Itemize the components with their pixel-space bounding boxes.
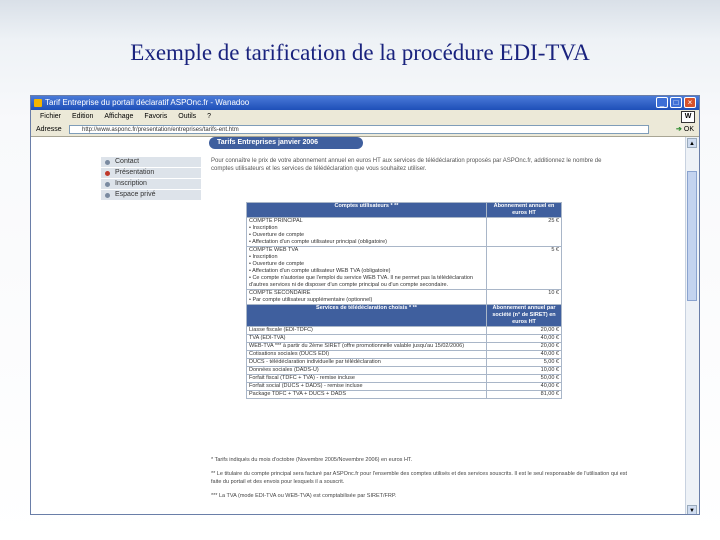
- intro-text: Pour connaître le prix de votre abonnement annuel en euros HT aux services de télédéclaration proposés par ASPOnc.fr, additionnez le nombre de comptes utilisateurs et les services de télédéclaration que vous souhaitez utiliser.: [211, 158, 602, 172]
- row-value: 5 €: [487, 247, 562, 290]
- row-text: COMPTE SECONDAIRE • Par compte utilisateur supplémentaire (optionnel): [247, 290, 487, 305]
- menu-tools[interactable]: Outils: [178, 113, 197, 120]
- table-row: [247, 383, 562, 391]
- row-value: 5,00 €: [487, 359, 562, 367]
- window-titlebar: [31, 96, 699, 110]
- vertical-scrollbar[interactable]: [685, 137, 699, 515]
- table-row: [247, 359, 562, 367]
- table-row: [247, 335, 562, 343]
- row-text: Package TDFC + TVA + DUCS + DADS: [247, 391, 487, 399]
- table-header-row: [247, 203, 562, 218]
- footnotes: [211, 456, 631, 506]
- footnote: *** La TVA (mode EDI-TVA ou WEB-TVA) est comptabilisée par SIRET/FRP.: [211, 493, 397, 499]
- scroll-thumb[interactable]: [687, 171, 697, 301]
- table-row: [247, 367, 562, 375]
- table-row: [247, 343, 562, 351]
- row-value: 40,00 €: [487, 351, 562, 359]
- nav-inscription[interactable]: Inscription: [101, 179, 201, 190]
- ie-icon: [34, 99, 42, 107]
- row-value: 20,00 €: [487, 327, 562, 335]
- row-value: 40,00 €: [487, 383, 562, 391]
- table-row: [247, 247, 562, 290]
- nav-contact[interactable]: Contact: [101, 157, 201, 168]
- header-annual-fee-siret: Abonnement annuel par société (n° de SIRET) en euros HT: [487, 305, 562, 327]
- menu-view[interactable]: Affichage: [104, 113, 134, 120]
- row-text: WEB-TVA *** à partir du 2ème SIRET (offre promotionnelle valable jusqu'au 15/02/2006): [247, 343, 487, 351]
- address-bar: [31, 123, 699, 137]
- row-text: Forfait fiscal (TDFC + TVA) - remise incluse: [247, 375, 487, 383]
- footnote: * Tarifs indiqués du mois d'octobre (Novembre 2005/Novembre 2006) en euros HT.: [211, 457, 413, 463]
- nav-private-space[interactable]: Espace privé: [101, 190, 201, 201]
- scroll-up-arrow-icon[interactable]: ▲: [687, 138, 697, 148]
- row-value: 81,00 €: [487, 391, 562, 399]
- row-text: DUCS - télédéclaration individuelle par télédéclaration: [247, 359, 487, 367]
- menu-favorites[interactable]: Favoris: [144, 113, 168, 120]
- menu-help[interactable]: ?: [207, 113, 212, 120]
- row-value: 40,00 €: [487, 335, 562, 343]
- go-button[interactable]: [676, 123, 694, 136]
- row-value: 10 €: [487, 290, 562, 305]
- left-navigation: [101, 157, 201, 201]
- window-title: Tarif Entreprise du portail déclaratif ASPOnc.fr - Wanadoo: [45, 98, 250, 107]
- row-value: 20,00 €: [487, 343, 562, 351]
- row-text: Forfait social (DUCS + DADS) - remise incluse: [247, 383, 487, 391]
- header-services: Services de télédéclaration choisis * **: [247, 305, 487, 327]
- minimize-button[interactable]: _: [656, 97, 668, 108]
- row-text: Données sociales (DADS-U): [247, 367, 487, 375]
- menu-bar: [31, 110, 699, 124]
- close-button[interactable]: ×: [684, 97, 696, 108]
- scroll-down-arrow-icon[interactable]: ▼: [687, 505, 697, 515]
- browser-window: [30, 95, 700, 515]
- row-value: 25 €: [487, 218, 562, 247]
- table-row: [247, 351, 562, 359]
- pricing-table: [246, 202, 562, 399]
- go-label: OK: [683, 126, 694, 133]
- row-text: Liasse fiscale (EDI-TDFC): [247, 327, 487, 335]
- address-label: Adresse: [36, 126, 62, 133]
- footnote: ** Le titulaire du compte principal sera facturé par ASPOnc.fr pour l'ensemble des comptes utilisés et des services souscrits. Il est le seul responsable de l'utilisation qui est faite du portail et des envois pour lesquels il a souscrit.: [211, 471, 628, 485]
- row-value: 10,00 €: [487, 367, 562, 375]
- nav-presentation[interactable]: Présentation: [101, 168, 201, 179]
- header-accounts: Comptes utilisateurs * **: [247, 203, 487, 218]
- go-arrow-icon: ➔: [676, 126, 682, 133]
- page-banner: Tarifs Entreprises janvier 2006: [209, 137, 363, 149]
- row-text: COMPTE WEB TVA • Inscription • Ouverture de compte • Affectation d'un compte utilisateur WEB TVA (obligatoire) • Ce compte n'autorise que l'emploi du service WEB TVA. Il ne permet pas la télédéclaration d'autres services ni de disposer d'un compte principal ou d'un compte secondaire.: [247, 247, 487, 290]
- menu-edit[interactable]: Edition: [71, 113, 94, 120]
- row-text: Cotisations sociales (DUCS EDI): [247, 351, 487, 359]
- table-row: [247, 290, 562, 305]
- table-row: [247, 375, 562, 383]
- page-content: [31, 137, 687, 515]
- maximize-button[interactable]: □: [670, 97, 682, 108]
- row-text: TVA (EDI-TVA): [247, 335, 487, 343]
- table-header-row: [247, 305, 562, 327]
- row-text: COMPTE PRINCIPAL • Inscription • Ouverture de compte • Affectation d'un compte utilisateur principal (obligatoire): [247, 218, 487, 247]
- table-row: [247, 391, 562, 399]
- header-annual-fee: Abonnement annuel en euros HT: [487, 203, 562, 218]
- slide-title: Exemple de tarification de la procédure EDI-TVA: [130, 40, 590, 65]
- wanadoo-logo: W: [681, 111, 695, 123]
- menu-file[interactable]: Fichier: [40, 113, 62, 120]
- address-input[interactable]: http://www.asponc.fr/presentation/entreprises/tarifs-ent.htm: [69, 125, 649, 134]
- row-value: 50,00 €: [487, 375, 562, 383]
- table-row: [247, 218, 562, 247]
- table-row: [247, 327, 562, 335]
